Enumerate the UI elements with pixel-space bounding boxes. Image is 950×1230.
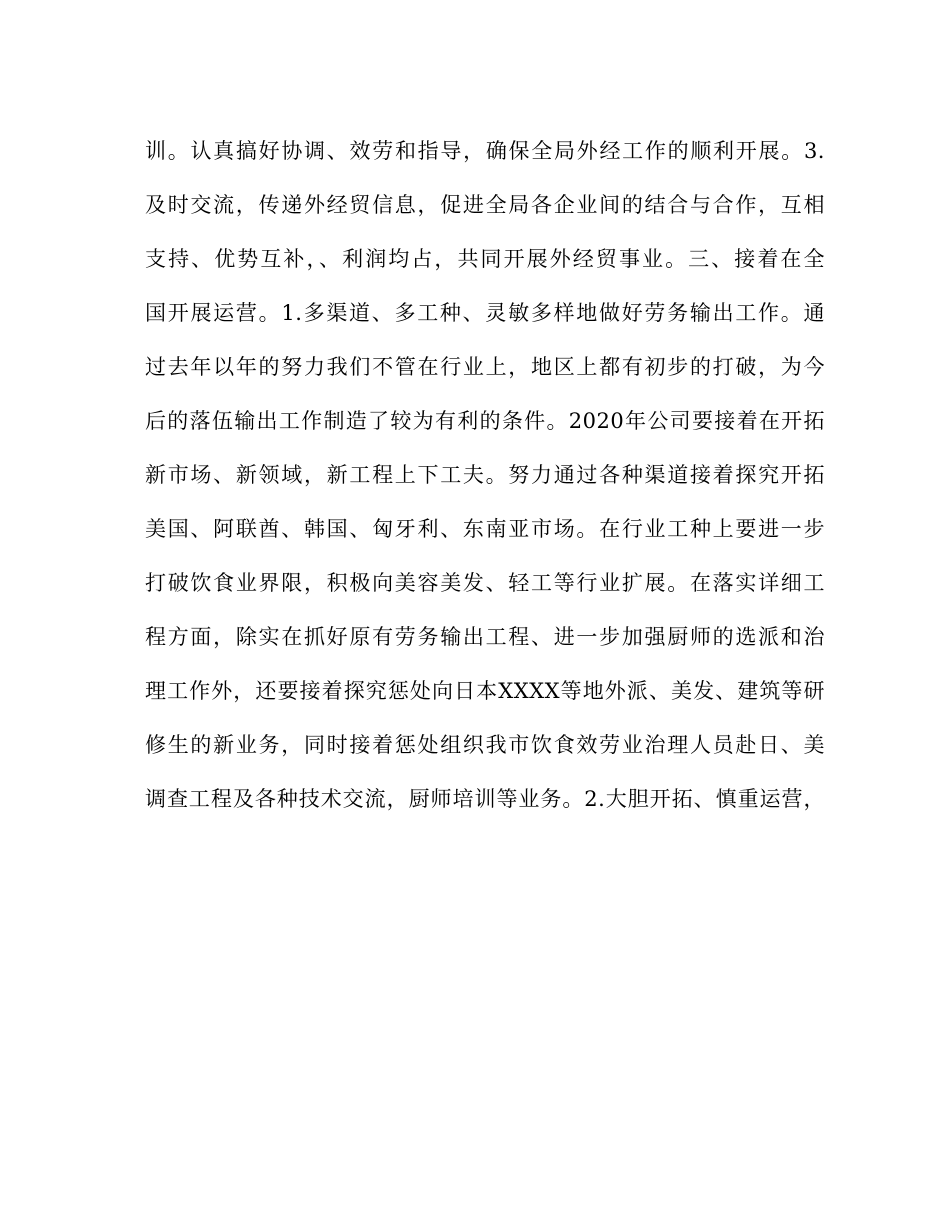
text-line: 美国、阿联酋、韩国、匈牙利、东南亚市场。在行业工种上要进一步 [145, 517, 825, 541]
text-line: 修生的新业务，同时接着惩处组织我市饮食效劳业治理人员赴日、美 [145, 733, 825, 757]
text-line: 程方面，除实在抓好原有劳务输出工程、进一步加强厨师的选派和治 [145, 625, 825, 649]
text-line: 及时交流，传递外经贸信息，促进全局各企业间的结合与合作，互相 [145, 193, 825, 217]
text-line: 理工作外，还要接着探究惩处向日本XXXX等地外派、美发、建筑等研 [145, 679, 825, 703]
text-line: 训。认真搞好协调、效劳和指导，确保全局外经工作的顺利开展。3. [145, 139, 825, 163]
text-line: 打破饮食业界限，积极向美容美发、轻工等行业扩展。在落实详细工 [145, 571, 825, 595]
text-line: 支持、优势互补，、利润均占，共同开展外经贸事业。三、接着在全 [145, 247, 825, 271]
text-line: 国开展运营。1.多渠道、多工种、灵敏多样地做好劳务输出工作。通 [145, 301, 825, 325]
text-line: 调查工程及各种技术交流，厨师培训等业务。2.大胆开拓、慎重运营， [145, 787, 825, 811]
text-line: 过去年以年的努力我们不管在行业上，地区上都有初步的打破，为今 [145, 355, 825, 379]
text-line: 后的落伍输出工作制造了较为有利的条件。2020年公司要接着在开拓 [145, 409, 825, 433]
text-line: 新市场、新领域，新工程上下工夫。努力通过各种渠道接着探究开拓 [145, 463, 825, 487]
body-text [145, 133, 825, 835]
